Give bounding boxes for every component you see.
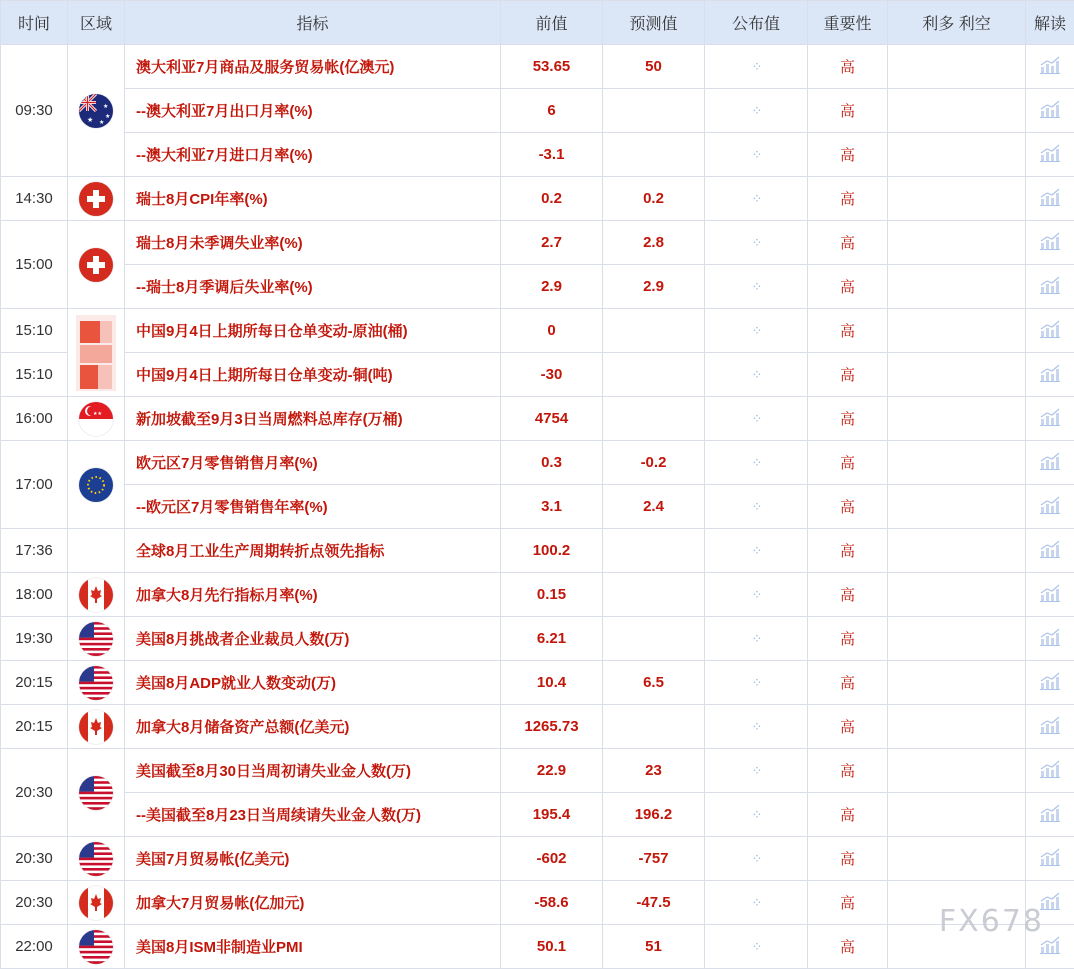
- actual-value: [705, 397, 808, 441]
- loading-spinner-icon: ⁘: [752, 103, 761, 119]
- event-time: 20:15: [1, 705, 68, 749]
- loading-spinner-icon: ⁘: [752, 543, 761, 559]
- analysis-cell: [1026, 705, 1074, 749]
- previous-value: -30: [501, 353, 603, 397]
- impact-cell: [888, 265, 1026, 309]
- analysis-cell: [1026, 89, 1074, 133]
- region-cell: [68, 397, 125, 441]
- actual-value: [705, 309, 808, 353]
- previous-value: 0.15: [501, 573, 603, 617]
- event-time: 19:30: [1, 617, 68, 661]
- region-cell: [68, 617, 125, 661]
- canada-flag-icon: [79, 886, 113, 920]
- importance-value: 高: [808, 749, 888, 793]
- previous-value: 2.7: [501, 221, 603, 265]
- indicator-name[interactable]: 瑞士8月未季调失业率(%): [125, 221, 501, 265]
- singapore-flag-icon: [79, 402, 113, 436]
- forecast-value: [603, 353, 705, 397]
- actual-value: [705, 749, 808, 793]
- analysis-cell: [1026, 837, 1074, 881]
- indicator-name[interactable]: 新加坡截至9月3日当周燃料总库存(万桶): [125, 397, 501, 441]
- loading-spinner-icon: ⁘: [752, 455, 761, 471]
- actual-value: [705, 573, 808, 617]
- loading-spinner-icon: ⁘: [752, 147, 761, 163]
- loading-spinner-icon: ⁘: [752, 587, 761, 603]
- event-time: 17:36: [1, 529, 68, 573]
- actual-value: [705, 485, 808, 529]
- region-cell: [68, 309, 125, 397]
- forecast-value: 2.9: [603, 265, 705, 309]
- indicator-name[interactable]: 加拿大8月储备资产总额(亿美元): [125, 705, 501, 749]
- region-cell: [68, 705, 125, 749]
- header-impact[interactable]: 利多 利空: [888, 1, 1026, 45]
- importance-value: 高: [808, 925, 888, 969]
- chart-icon[interactable]: [1039, 143, 1061, 167]
- table-row[interactable]: [1, 793, 1074, 837]
- table-row[interactable]: [1, 265, 1074, 309]
- indicator-name[interactable]: --澳大利亚7月出口月率(%): [125, 89, 501, 133]
- importance-value: 高: [808, 89, 888, 133]
- table-row[interactable]: [1, 221, 1074, 265]
- impact-cell: [888, 45, 1026, 89]
- indicator-name[interactable]: 加拿大7月贸易帐(亿加元): [125, 881, 501, 925]
- indicator-name[interactable]: 美国截至8月30日当周初请失业金人数(万): [125, 749, 501, 793]
- actual-value: [705, 177, 808, 221]
- importance-value: 高: [808, 265, 888, 309]
- indicator-name[interactable]: 欧元区7月零售销售月率(%): [125, 441, 501, 485]
- actual-value: [705, 45, 808, 89]
- analysis-cell: [1026, 353, 1074, 397]
- impact-cell: [888, 705, 1026, 749]
- chart-icon[interactable]: [1039, 583, 1061, 607]
- table-header-row: [1, 1, 1074, 45]
- chart-icon[interactable]: [1039, 847, 1061, 871]
- loading-spinner-icon: ⁘: [752, 279, 761, 295]
- event-time: 20:15: [1, 661, 68, 705]
- forecast-value: [603, 529, 705, 573]
- impact-cell: [888, 441, 1026, 485]
- importance-value: 高: [808, 177, 888, 221]
- header-importance[interactable]: 重要性: [808, 1, 888, 45]
- header-actual[interactable]: 公布值: [705, 1, 808, 45]
- loading-spinner-icon: ⁘: [752, 763, 761, 779]
- header-time[interactable]: 时间: [1, 1, 68, 45]
- region-cell: [68, 45, 125, 177]
- previous-value: 6: [501, 89, 603, 133]
- region-cell: [68, 221, 125, 309]
- event-time: 15:00: [1, 221, 68, 309]
- indicator-name[interactable]: 瑞士8月CPI年率(%): [125, 177, 501, 221]
- forecast-value: -47.5: [603, 881, 705, 925]
- forecast-value: 6.5: [603, 661, 705, 705]
- table-row[interactable]: [1, 617, 1074, 661]
- indicator-name[interactable]: 澳大利亚7月商品及服务贸易帐(亿澳元): [125, 45, 501, 89]
- australia-flag-icon: [79, 94, 113, 128]
- region-cell: [68, 837, 125, 881]
- indicator-name[interactable]: --澳大利亚7月进口月率(%): [125, 133, 501, 177]
- impact-cell: [888, 177, 1026, 221]
- chart-icon[interactable]: [1039, 319, 1061, 343]
- impact-cell: [888, 529, 1026, 573]
- previous-value: 53.65: [501, 45, 603, 89]
- loading-spinner-icon: ⁘: [752, 59, 761, 75]
- table-row[interactable]: [1, 925, 1074, 969]
- importance-value: 高: [808, 617, 888, 661]
- loading-spinner-icon: ⁘: [752, 719, 761, 735]
- region-cell: [68, 925, 125, 969]
- svg-text:★: ★: [99, 119, 104, 126]
- table-row[interactable]: [1, 837, 1074, 881]
- table-row[interactable]: [1, 353, 1074, 397]
- previous-value: 6.21: [501, 617, 603, 661]
- table-row[interactable]: [1, 177, 1074, 221]
- event-time: 16:00: [1, 397, 68, 441]
- table-row[interactable]: [1, 573, 1074, 617]
- impact-cell: [888, 221, 1026, 265]
- actual-value: [705, 661, 808, 705]
- event-time: 15:10: [1, 309, 68, 353]
- event-time: 14:30: [1, 177, 68, 221]
- event-time: 17:00: [1, 441, 68, 529]
- header-region[interactable]: 区域: [68, 1, 125, 45]
- loading-spinner-icon: ⁘: [752, 895, 761, 911]
- chart-icon[interactable]: [1039, 627, 1061, 651]
- usa-flag-icon: [79, 666, 113, 700]
- forecast-value: [603, 573, 705, 617]
- svg-text:★: ★: [103, 103, 108, 110]
- importance-value: 高: [808, 441, 888, 485]
- loading-spinner-icon: ⁘: [752, 939, 761, 955]
- indicator-name[interactable]: 全球8月工业生产周期转折点领先指标: [125, 529, 501, 573]
- table-row[interactable]: [1, 45, 1074, 89]
- previous-value: 22.9: [501, 749, 603, 793]
- forecast-value: 23: [603, 749, 705, 793]
- loading-spinner-icon: ⁘: [752, 807, 761, 823]
- table-row[interactable]: [1, 397, 1074, 441]
- region-cell: [68, 441, 125, 529]
- event-time: 20:30: [1, 749, 68, 837]
- loading-spinner-icon: ⁘: [752, 367, 761, 383]
- actual-value: [705, 221, 808, 265]
- indicator-name[interactable]: 加拿大8月先行指标月率(%): [125, 573, 501, 617]
- analysis-cell: [1026, 749, 1074, 793]
- importance-value: 高: [808, 529, 888, 573]
- header-forecast[interactable]: 预测值: [603, 1, 705, 45]
- impact-cell: [888, 617, 1026, 661]
- chart-icon[interactable]: [1039, 803, 1061, 827]
- importance-value: 高: [808, 881, 888, 925]
- impact-cell: [888, 133, 1026, 177]
- analysis-cell: [1026, 529, 1074, 573]
- analysis-cell: [1026, 133, 1074, 177]
- analysis-cell: [1026, 265, 1074, 309]
- importance-value: 高: [808, 793, 888, 837]
- header-indicator[interactable]: 指标: [125, 1, 501, 45]
- event-time: 15:10: [1, 353, 68, 397]
- region-cell: [68, 177, 125, 221]
- usa-flag-icon: [79, 842, 113, 876]
- impact-cell: [888, 793, 1026, 837]
- loading-spinner-icon: ⁘: [752, 191, 761, 207]
- importance-value: 高: [808, 661, 888, 705]
- region-cell: [68, 881, 125, 925]
- previous-value: 2.9: [501, 265, 603, 309]
- impact-cell: [888, 837, 1026, 881]
- importance-value: 高: [808, 573, 888, 617]
- actual-value: [705, 793, 808, 837]
- forecast-value: [603, 397, 705, 441]
- indicator-name[interactable]: 美国8月ADP就业人数变动(万): [125, 661, 501, 705]
- previous-value: 0.3: [501, 441, 603, 485]
- analysis-cell: [1026, 177, 1074, 221]
- table-row[interactable]: [1, 881, 1074, 925]
- impact-cell: [888, 485, 1026, 529]
- chart-icon[interactable]: [1039, 407, 1061, 431]
- forecast-value: [603, 705, 705, 749]
- importance-value: 高: [808, 705, 888, 749]
- importance-value: 高: [808, 397, 888, 441]
- analysis-cell: [1026, 221, 1074, 265]
- actual-value: [705, 265, 808, 309]
- chart-icon[interactable]: [1039, 671, 1061, 695]
- chart-icon[interactable]: [1039, 495, 1061, 519]
- impact-cell: [888, 353, 1026, 397]
- event-time: 20:30: [1, 837, 68, 881]
- forecast-value: [603, 617, 705, 661]
- previous-value: 10.4: [501, 661, 603, 705]
- table-row[interactable]: [1, 441, 1074, 485]
- forecast-value: 51: [603, 925, 705, 969]
- analysis-cell: [1026, 573, 1074, 617]
- loading-spinner-icon: ⁘: [752, 323, 761, 339]
- actual-value: [705, 353, 808, 397]
- impact-cell: [888, 573, 1026, 617]
- impact-cell: [888, 397, 1026, 441]
- previous-value: -602: [501, 837, 603, 881]
- actual-value: [705, 529, 808, 573]
- importance-value: 高: [808, 45, 888, 89]
- importance-value: 高: [808, 837, 888, 881]
- usa-flag-icon: [79, 776, 113, 810]
- table-row[interactable]: [1, 529, 1074, 573]
- actual-value: [705, 133, 808, 177]
- indicator-name[interactable]: --瑞士8月季调后失业率(%): [125, 265, 501, 309]
- actual-value: [705, 617, 808, 661]
- chart-icon[interactable]: [1039, 231, 1061, 255]
- loading-spinner-icon: ⁘: [752, 499, 761, 515]
- usa-flag-icon: [79, 622, 113, 656]
- forecast-value: 196.2: [603, 793, 705, 837]
- forecast-value: 50: [603, 45, 705, 89]
- canada-flag-icon: [79, 578, 113, 612]
- analysis-cell: [1026, 617, 1074, 661]
- table-row[interactable]: [1, 705, 1074, 749]
- previous-value: 3.1: [501, 485, 603, 529]
- loading-spinner-icon: ⁘: [752, 631, 761, 647]
- forecast-value: [603, 309, 705, 353]
- eurozone-flag-icon: [79, 468, 113, 502]
- actual-value: [705, 881, 808, 925]
- impact-cell: [888, 749, 1026, 793]
- analysis-cell: [1026, 441, 1074, 485]
- actual-value: [705, 441, 808, 485]
- indicator-name[interactable]: 美国7月贸易帐(亿美元): [125, 837, 501, 881]
- indicator-name[interactable]: 中国9月4日上期所每日仓单变动-原油(桶): [125, 309, 501, 353]
- svg-text:★★: ★★: [93, 411, 102, 417]
- usa-flag-icon: [79, 930, 113, 964]
- table-row[interactable]: [1, 309, 1074, 353]
- analysis-cell: [1026, 309, 1074, 353]
- table-row[interactable]: [1, 749, 1074, 793]
- chart-icon[interactable]: [1039, 55, 1061, 79]
- table-row[interactable]: [1, 133, 1074, 177]
- previous-value: 0.2: [501, 177, 603, 221]
- table-row[interactable]: [1, 485, 1074, 529]
- header-previous[interactable]: 前值: [501, 1, 603, 45]
- region-cell: [68, 661, 125, 705]
- header-analysis[interactable]: 解读: [1026, 1, 1074, 45]
- svg-text:★: ★: [87, 116, 93, 124]
- impact-cell: [888, 309, 1026, 353]
- forecast-value: -0.2: [603, 441, 705, 485]
- chart-icon[interactable]: [1039, 715, 1061, 739]
- loading-spinner-icon: ⁘: [752, 411, 761, 427]
- table-row[interactable]: [1, 661, 1074, 705]
- forecast-value: 0.2: [603, 177, 705, 221]
- region-cell: [68, 749, 125, 837]
- loading-spinner-icon: ⁘: [752, 675, 761, 691]
- actual-value: [705, 837, 808, 881]
- previous-value: 100.2: [501, 529, 603, 573]
- forecast-value: [603, 133, 705, 177]
- importance-value: 高: [808, 485, 888, 529]
- indicator-name[interactable]: 中国9月4日上期所每日仓单变动-铜(吨): [125, 353, 501, 397]
- forecast-value: 2.4: [603, 485, 705, 529]
- chart-icon[interactable]: [1039, 539, 1061, 563]
- table-row[interactable]: [1, 89, 1074, 133]
- actual-value: [705, 89, 808, 133]
- impact-cell: [888, 89, 1026, 133]
- loading-spinner-icon: ⁘: [752, 851, 761, 867]
- svg-text:★: ★: [105, 113, 110, 120]
- previous-value: 50.1: [501, 925, 603, 969]
- previous-value: 0: [501, 309, 603, 353]
- event-time: 09:30: [1, 45, 68, 177]
- chart-icon[interactable]: [1039, 759, 1061, 783]
- forecast-value: -757: [603, 837, 705, 881]
- canada-flag-icon: [79, 710, 113, 744]
- chart-icon[interactable]: [1039, 363, 1061, 387]
- previous-value: 1265.73: [501, 705, 603, 749]
- event-time: 22:00: [1, 925, 68, 969]
- switzerland-flag-icon: [79, 182, 113, 216]
- actual-value: [705, 925, 808, 969]
- indicator-name[interactable]: --美国截至8月23日当周续请失业金人数(万): [125, 793, 501, 837]
- chart-icon[interactable]: [1039, 187, 1061, 211]
- impact-cell: [888, 661, 1026, 705]
- chart-icon[interactable]: [1039, 275, 1061, 299]
- importance-value: 高: [808, 221, 888, 265]
- analysis-cell: [1026, 793, 1074, 837]
- analysis-cell: [1026, 661, 1074, 705]
- forecast-value: [603, 89, 705, 133]
- event-time: 18:00: [1, 573, 68, 617]
- indicator-name[interactable]: --欧元区7月零售销售年率(%): [125, 485, 501, 529]
- event-time: 20:30: [1, 881, 68, 925]
- forecast-value: 2.8: [603, 221, 705, 265]
- previous-value: -3.1: [501, 133, 603, 177]
- importance-value: 高: [808, 133, 888, 177]
- analysis-cell: [1026, 45, 1074, 89]
- analysis-cell: [1026, 485, 1074, 529]
- previous-value: -58.6: [501, 881, 603, 925]
- region-cell: [68, 573, 125, 617]
- actual-value: [705, 705, 808, 749]
- loading-spinner-icon: ⁘: [752, 235, 761, 251]
- chart-icon[interactable]: [1039, 99, 1061, 123]
- region-cell: [68, 529, 125, 573]
- watermark: FX678: [939, 904, 1044, 939]
- indicator-name[interactable]: 美国8月挑战者企业裁员人数(万): [125, 617, 501, 661]
- previous-value: 195.4: [501, 793, 603, 837]
- chart-icon[interactable]: [1039, 451, 1061, 475]
- analysis-cell: [1026, 397, 1074, 441]
- indicator-name[interactable]: 美国8月ISM非制造业PMI: [125, 925, 501, 969]
- switzerland-flag-icon: [79, 248, 113, 282]
- previous-value: 4754: [501, 397, 603, 441]
- importance-value: 高: [808, 309, 888, 353]
- importance-value: 高: [808, 353, 888, 397]
- china-flag-icon: [76, 315, 116, 391]
